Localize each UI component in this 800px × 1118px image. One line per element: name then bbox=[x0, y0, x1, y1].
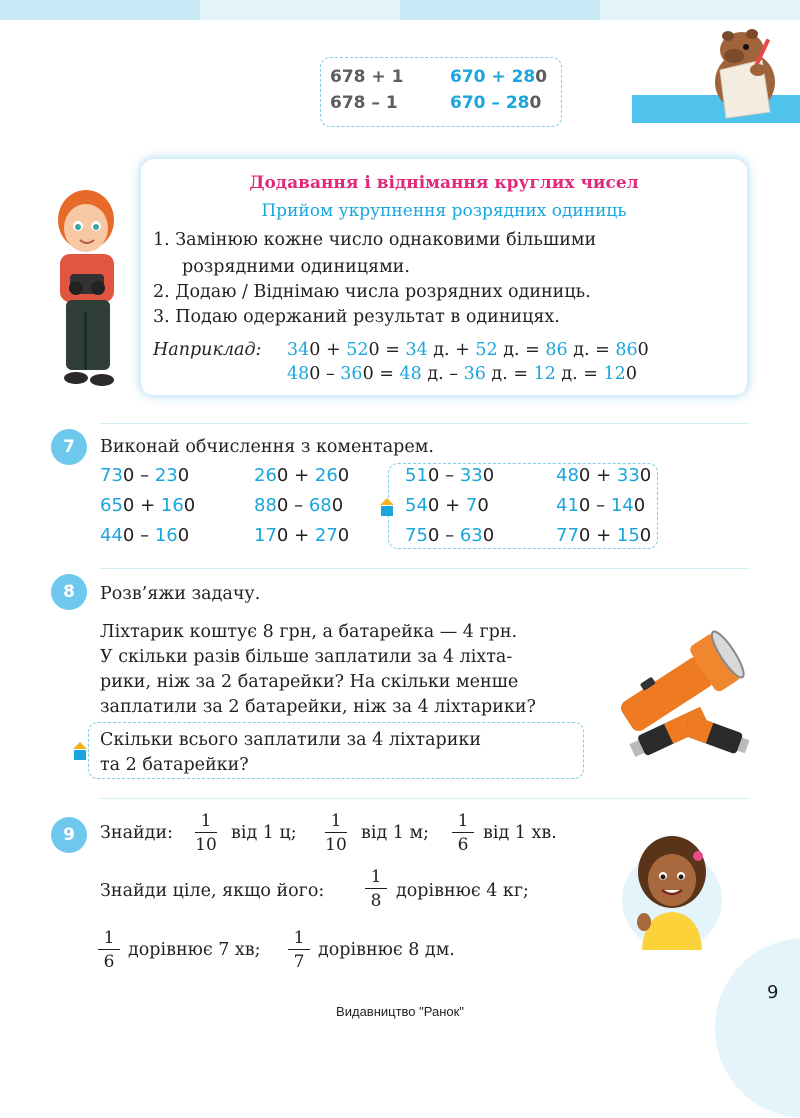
task-9-equals-4kg: дорівнює 4 кг; bbox=[396, 881, 529, 901]
top-bar-2 bbox=[200, 0, 400, 20]
separator bbox=[100, 798, 750, 799]
separator bbox=[100, 423, 750, 424]
fraction-1-10: 1 10 bbox=[325, 811, 347, 855]
expression-9: 440 – 160 bbox=[100, 525, 190, 546]
task-8-text: Розв’яжи задачу. bbox=[100, 584, 261, 604]
rule-step-2: 2. Додаю / Віднімаю числа розрядних одиниць. bbox=[153, 282, 591, 302]
task-8-line-2: У скільки разів більше заплатили за 4 ліхта- bbox=[100, 647, 513, 667]
fraction-1-6: 1 6 bbox=[96, 927, 122, 974]
task-9-find-whole: Знайди ціле, якщо його: bbox=[100, 881, 325, 901]
fraction-1-7: 1 7 bbox=[286, 927, 312, 974]
task-8-extra-line-1: Скільки всього заплатили за 4 ліхтарики bbox=[100, 730, 482, 750]
expression-1: 730 – 230 bbox=[100, 465, 190, 486]
house-icon bbox=[380, 498, 394, 516]
top-bar-3 bbox=[400, 0, 600, 20]
flashlight-illustration bbox=[608, 618, 753, 760]
expression-12: 770 + 150 bbox=[556, 525, 652, 546]
task-8-line-1: Ліхтарик коштує 8 грн, а батарейка — 4 грн. bbox=[100, 622, 518, 642]
capybara-illustration bbox=[700, 20, 790, 120]
expression-2: 260 + 260 bbox=[254, 465, 350, 486]
expression-3: 510 – 330 bbox=[405, 465, 495, 486]
rule-step-1: 1. Замінюю кожне число однаковими більшими bbox=[153, 230, 597, 250]
expression-8: 410 – 140 bbox=[556, 495, 646, 516]
task-8-extra-line-2: та 2 батарейки? bbox=[100, 755, 249, 775]
task-9-find: Знайди: bbox=[100, 823, 173, 843]
top-bar-1 bbox=[0, 0, 200, 20]
expression-7: 540 + 70 bbox=[405, 495, 489, 516]
fraction-1-6: 1 6 bbox=[450, 810, 476, 857]
example-line-2: 480 – 360 = 48 д. – 36 д. = 12 д. = 120 bbox=[287, 364, 637, 384]
girl-illustration bbox=[620, 826, 724, 952]
task-9-equals-7min: дорівнює 7 хв; bbox=[128, 940, 261, 960]
expression-5: 650 + 160 bbox=[100, 495, 196, 516]
rule-box bbox=[140, 158, 748, 396]
task-7-text: Виконай обчислення з коментарем. bbox=[100, 437, 434, 457]
warmup-row2-right: 670 – 280 bbox=[450, 93, 542, 113]
separator bbox=[100, 568, 750, 569]
task-number-8: 8 bbox=[51, 574, 87, 610]
expression-6: 880 – 680 bbox=[254, 495, 344, 516]
page-number: 9 bbox=[767, 982, 779, 1003]
publisher-footer: Видавництво "Ранок" bbox=[336, 1004, 464, 1019]
example-label: Наприклад: bbox=[153, 340, 262, 360]
expression-4: 480 + 330 bbox=[556, 465, 652, 486]
example-line-1: 340 + 520 = 34 д. + 52 д. = 86 д. = 860 bbox=[287, 340, 649, 360]
fraction-1-10: 1 10 bbox=[195, 811, 217, 855]
task-number-7: 7 bbox=[51, 429, 87, 465]
task-number-9: 9 bbox=[51, 817, 87, 853]
fraction-1-8: 1 8 bbox=[363, 866, 389, 913]
page-corner bbox=[715, 938, 800, 1118]
task-9-of-minute: від 1 хв. bbox=[483, 823, 557, 843]
task-9-equals-8dm: дорівнює 8 дм. bbox=[318, 940, 455, 960]
top-bar-4 bbox=[600, 0, 800, 20]
warmup-row2-left: 678 – 1 bbox=[330, 93, 398, 113]
expression-11: 750 – 630 bbox=[405, 525, 495, 546]
rule-step-3: 3. Подаю одержаний результат в одиницях. bbox=[153, 307, 560, 327]
boy-illustration bbox=[46, 182, 126, 392]
expression-10: 170 + 270 bbox=[254, 525, 350, 546]
rule-step-1-cont: розрядними одиницями. bbox=[182, 257, 410, 277]
rule-title: Додавання і віднімання круглих чисел bbox=[249, 173, 639, 193]
house-icon bbox=[73, 742, 87, 760]
task-8-line-4: заплатили за 2 батарейки, ніж за 4 ліхтарики? bbox=[100, 697, 536, 717]
task-9-of-meter: від 1 м; bbox=[361, 823, 429, 843]
warmup-row1-right: 670 + 280 bbox=[450, 67, 548, 87]
task-8-line-3: рики, ніж за 2 батарейки? На скільки менше bbox=[100, 672, 519, 692]
rule-subtitle: Прийом укрупнення розрядних одиниць bbox=[261, 201, 627, 221]
warmup-row1-left: 678 + 1 bbox=[330, 67, 404, 87]
task-9-of-centner: від 1 ц; bbox=[231, 823, 297, 843]
